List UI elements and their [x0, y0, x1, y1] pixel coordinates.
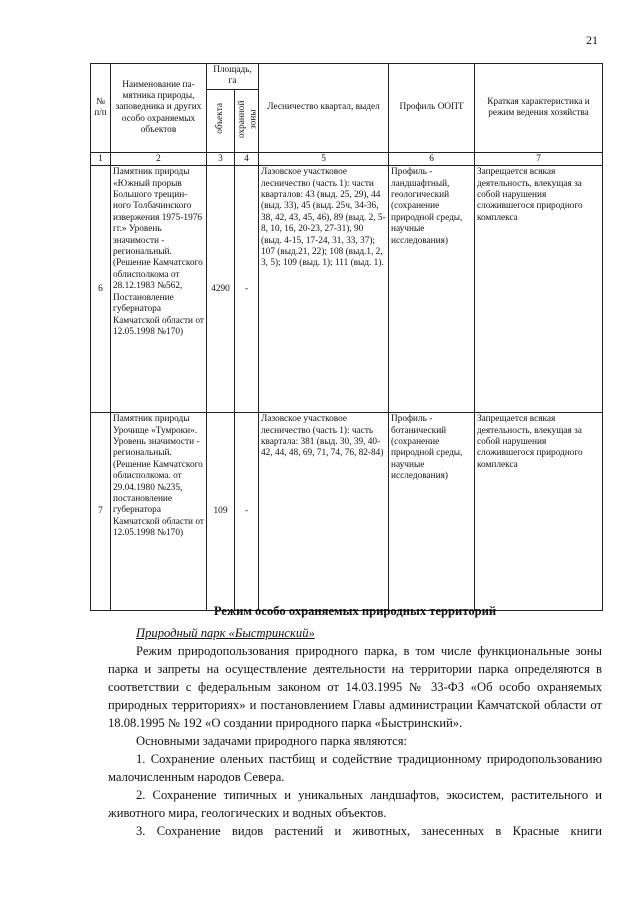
- col-number: 3: [207, 153, 235, 166]
- header-regime: Краткая характеристика и режим ведения хозяйства: [475, 64, 603, 153]
- section-heading: Режим особо охраняемых природных территорий: [213, 604, 497, 618]
- row-forestry: Лазовское участковое лесничество (часть 1): части кварталов: 43 (выд. 25, 29), 44 (выд. 33), 45 (выд. 25ч, 34-36, 38, 42, 43, 45, 46), 89 (выд. 2, 5-8, 10, 16, 20-23, 27-31), 90 (выд. 4-15, 17-24, 31, 33, 37); 107 (выд.21, 22); 108 (выд.1, 2, 3, 5); 109 (выд. 1); 111 (выд. 1).: [259, 166, 389, 413]
- row-regime: Запрещается всякая деятельность, влекущая за собой нарушения сложившегося природного комплекса: [475, 413, 603, 611]
- column-numbers-row: [91, 153, 603, 166]
- paragraph-regime: Режим природопользования природного парка, в том числе функциональные зоны парка и запреты на осуществление деятельности на территории парка определяются в соответствии с федеральным законом от 14.03.1995 № 33-ФЗ «Об особо охраняемых природных территориях» и постановлением Главы администрации Камчатской области от 18.08.1995 № 192 «О создании природного парка «Быстринский».: [108, 644, 602, 730]
- page-number: 21: [586, 33, 598, 47]
- protected-areas-table: [90, 63, 603, 611]
- header-forestry: Лесничество квартал, выдел: [259, 64, 389, 153]
- row-name: Памятник природы «Южный прорыв Большого трещин-ного Толбачинского извержения 1975-1976 гг.» Уровень значимости - региональный. (Решение Камчатского облисполкома от 28.12.1983 №562, Постановление губернатора Камчатской области от 12.05.1998 №170): [111, 166, 207, 413]
- paragraph-task-2: 2. Сохранение типичных и уникальных ландшафтов, экосистем, растительного и животного мира, геологических и водных объектов.: [108, 788, 602, 820]
- row-num: 7: [91, 413, 111, 611]
- row-name: Памятник природы Урочище «Тумроки». Уровень значимости - региональный. (Решение Камчатского облисполкома. от 29.04.1980 №235, постановление губернатора Камчатской области от 12.05.1998 №170): [111, 413, 207, 611]
- paragraph-task-1: 1. Сохранение оленьих пастбищ и содействие традиционному природопользованию малочисленным народов Севера.: [108, 752, 602, 784]
- row-area-zone: -: [235, 413, 259, 611]
- col-number: 4: [235, 153, 259, 166]
- row-num: 6: [91, 166, 111, 413]
- header-area-zone: охранной зоны: [235, 89, 259, 152]
- paragraph-tasks-intro: Основными задачами природного парка являются:: [136, 734, 408, 748]
- header-num: № п/п: [91, 64, 111, 153]
- row-profile: Профиль - ландшафтный, геологический (сохранение природной среды, научные исследования): [389, 166, 475, 413]
- table-row: [91, 166, 603, 413]
- row-profile: Профиль - ботанический (сохранение природной среды, научные исследования): [389, 413, 475, 611]
- header-name: Наименование па-мятника природы, заповедника и других особо охраняемых объектов: [111, 64, 207, 153]
- header-area-object: объекта: [207, 89, 235, 152]
- table-row: [91, 413, 603, 611]
- row-area-object: 109: [207, 413, 235, 611]
- col-number: 1: [91, 153, 111, 166]
- row-forestry: Лазовское участковое лесничество (часть 1): часть квартала: 381 (выд. 30, 39, 40-42, 44, 48, 69, 71, 74, 76, 82-84): [259, 413, 389, 611]
- col-number: 5: [259, 153, 389, 166]
- park-subheading: Природный парк «Быстринский»: [136, 626, 315, 640]
- header-profile: Профиль ООПТ: [389, 64, 475, 153]
- paragraph-task-3: 3. Сохранение видов растений и животных, занесенных в Красные книги: [136, 824, 602, 838]
- row-area-zone: -: [235, 166, 259, 413]
- body-text: [108, 602, 602, 840]
- header-area: Площадь, га: [207, 64, 259, 90]
- row-regime: Запрещается всякая деятельность, влекущая за собой нарушения сложившегося природного комплекса: [475, 166, 603, 413]
- row-area-object: 4290: [207, 166, 235, 413]
- col-number: 7: [475, 153, 603, 166]
- col-number: 6: [389, 153, 475, 166]
- col-number: 2: [111, 153, 207, 166]
